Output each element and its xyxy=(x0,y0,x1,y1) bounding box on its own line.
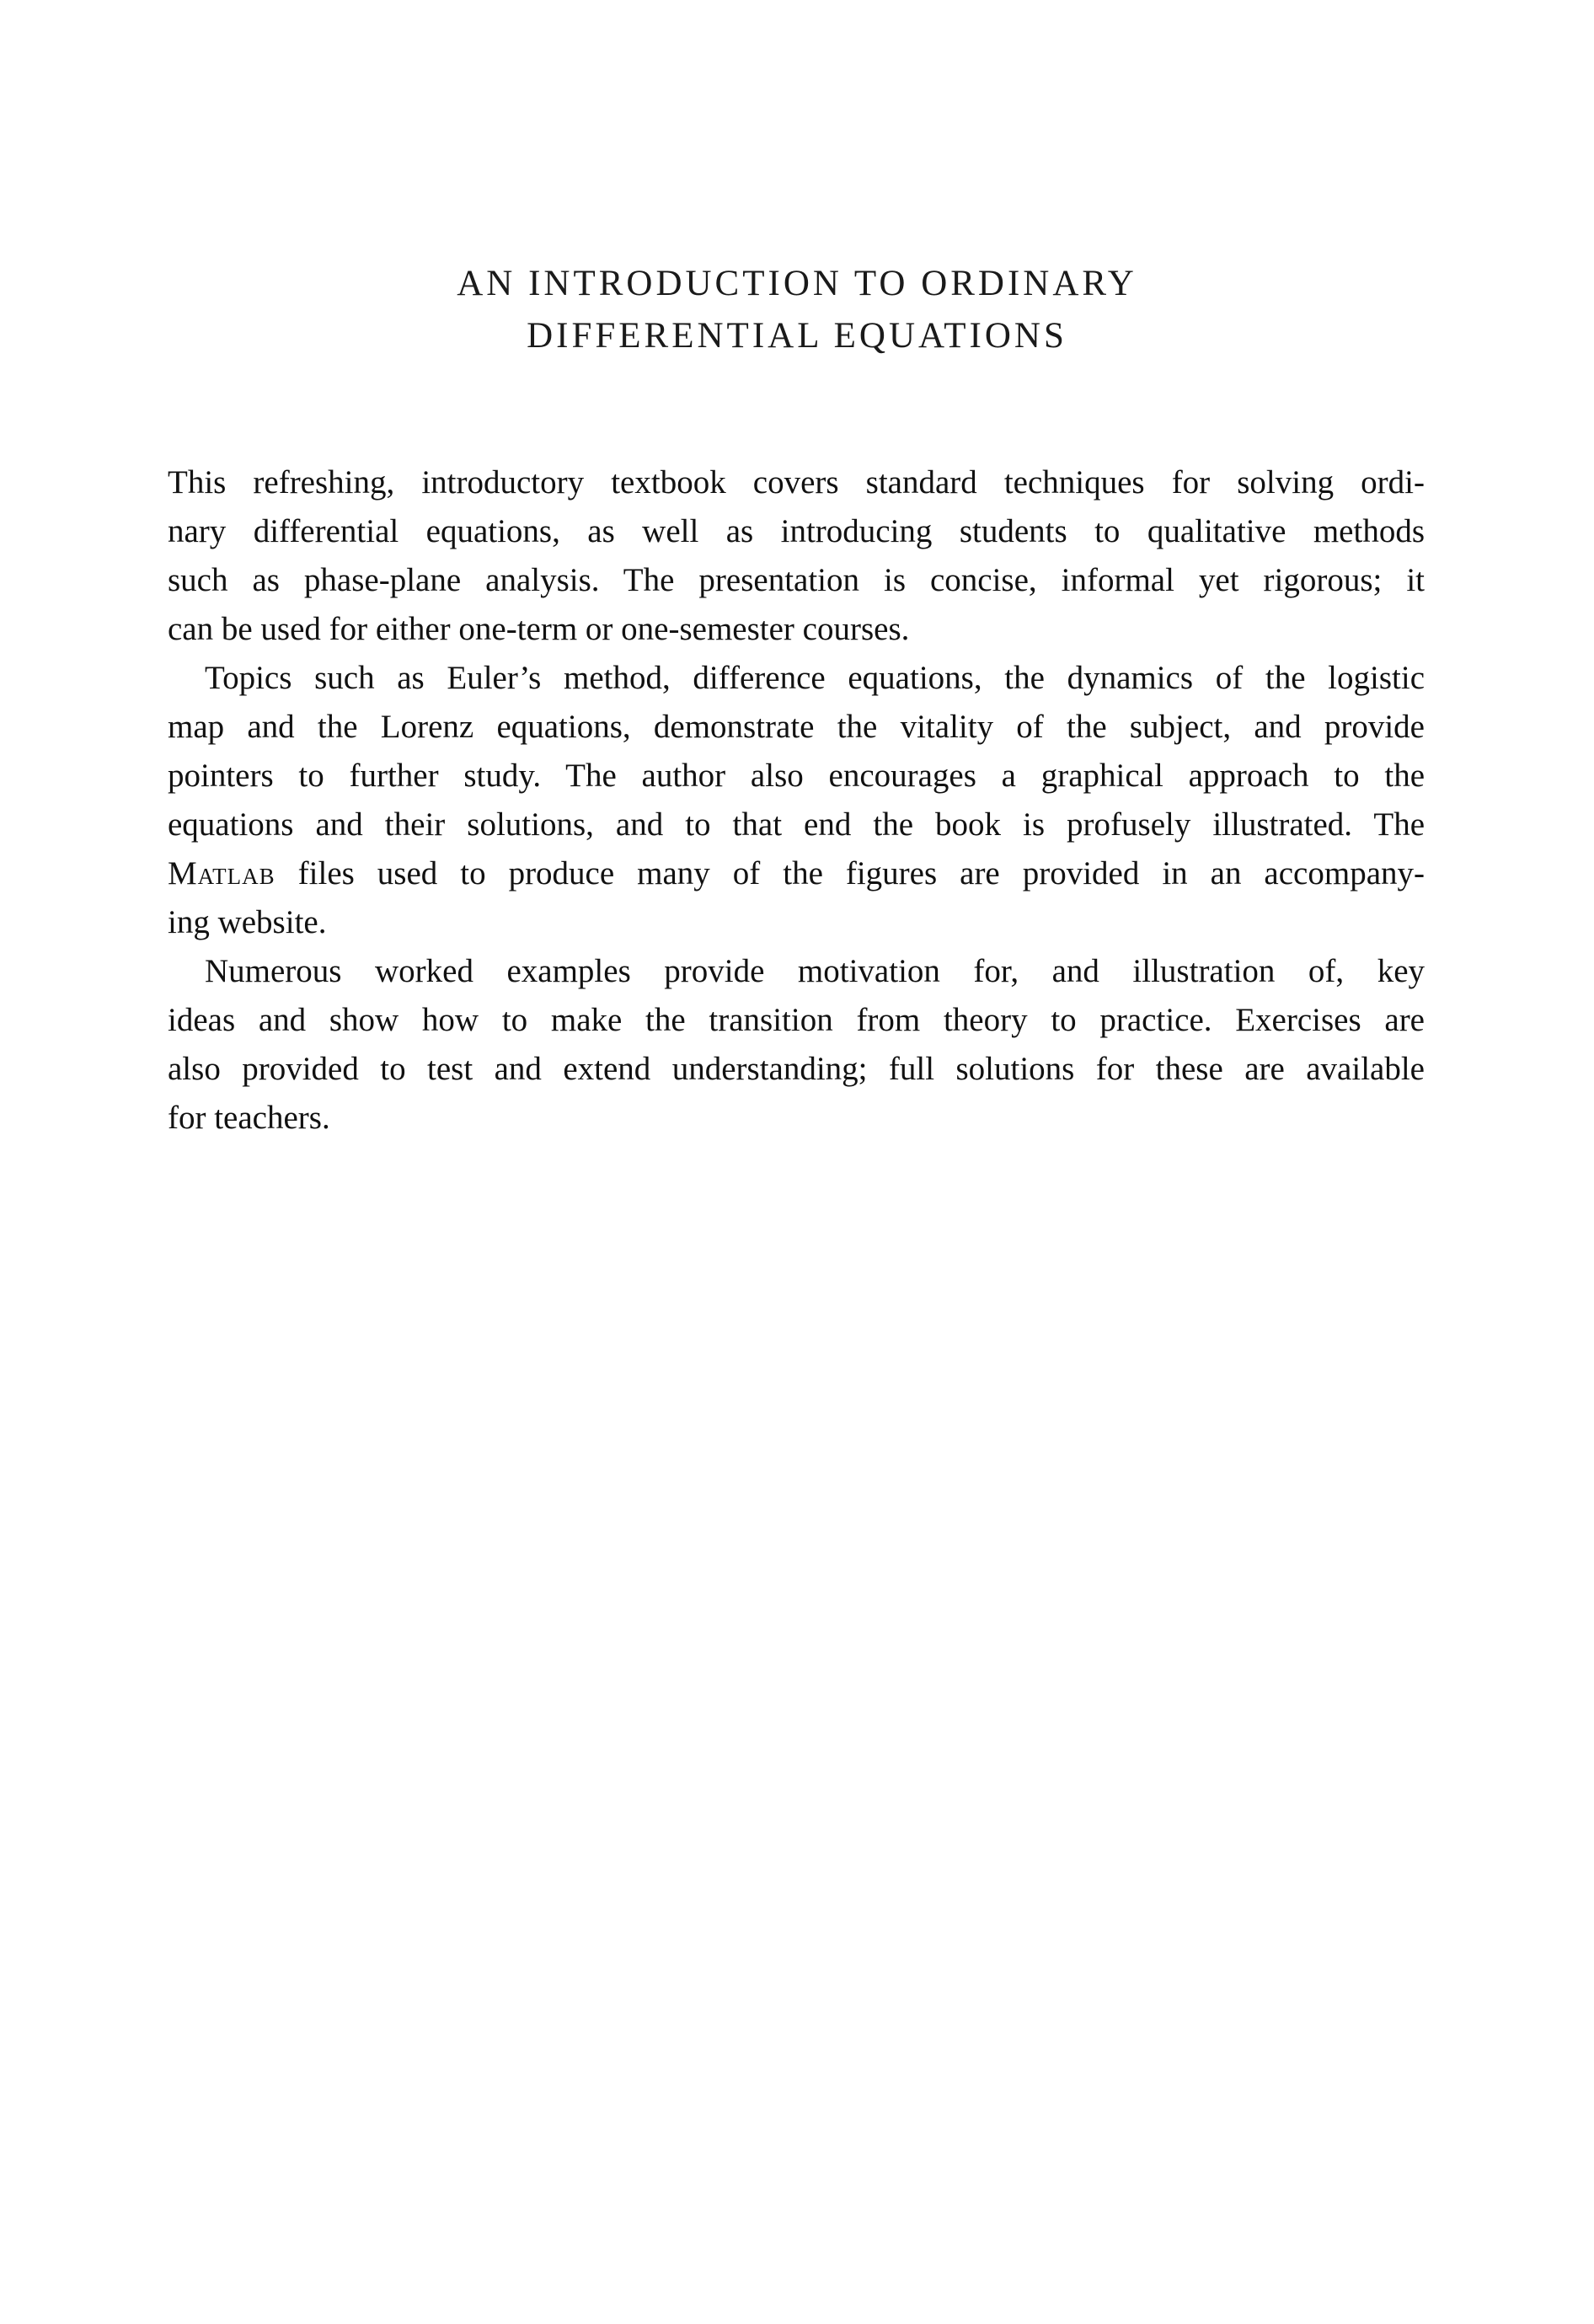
matlab-line-rest: files used to produce many of the figures are provided in an accompany- xyxy=(275,855,1425,892)
text-line: pointers to further study. The author also encourages a graphical approach to the xyxy=(168,758,1425,794)
text-line-matlab xyxy=(168,849,1425,898)
text-line: ing website. xyxy=(168,904,327,940)
paragraph-3 xyxy=(168,947,1425,1143)
text-line: This refreshing, introductory textbook covers standard techniques for solving ordi- xyxy=(168,464,1425,501)
matlab-smallcaps: Matlab xyxy=(168,855,275,892)
text-line: map and the Lorenz equations, demonstrate the vitality of the subject, and provide xyxy=(168,709,1425,745)
text-line: can be used for either one-term or one-semester courses. xyxy=(168,611,910,647)
paragraph-2 xyxy=(168,654,1425,947)
paragraph-1 xyxy=(168,458,1425,654)
text-line: Topics such as Euler’s method, difference equations, the dynamics of the logistic xyxy=(205,660,1425,696)
title-line-1: AN INTRODUCTION TO ORDINARY xyxy=(457,264,1137,303)
text-line: Numerous worked examples provide motivation for, and illustration of, key xyxy=(205,953,1425,989)
text-line: for teachers. xyxy=(168,1100,330,1136)
book-title xyxy=(0,258,1594,362)
title-line-2: DIFFERENTIAL EQUATIONS xyxy=(527,316,1067,356)
text-line: nary differential equations, as well as introducing students to qualitative methods xyxy=(168,513,1425,549)
blurb-body xyxy=(168,458,1425,1143)
text-line: such as phase-plane analysis. The presentation is concise, informal yet rigorous; it xyxy=(168,562,1425,598)
text-line: equations and their solutions, and to that end the book is profusely illustrated. The xyxy=(168,806,1425,843)
text-line: also provided to test and extend understanding; full solutions for these are available xyxy=(168,1051,1425,1087)
text-line: ideas and show how to make the transition from theory to practice. Exercises are xyxy=(168,1002,1425,1038)
